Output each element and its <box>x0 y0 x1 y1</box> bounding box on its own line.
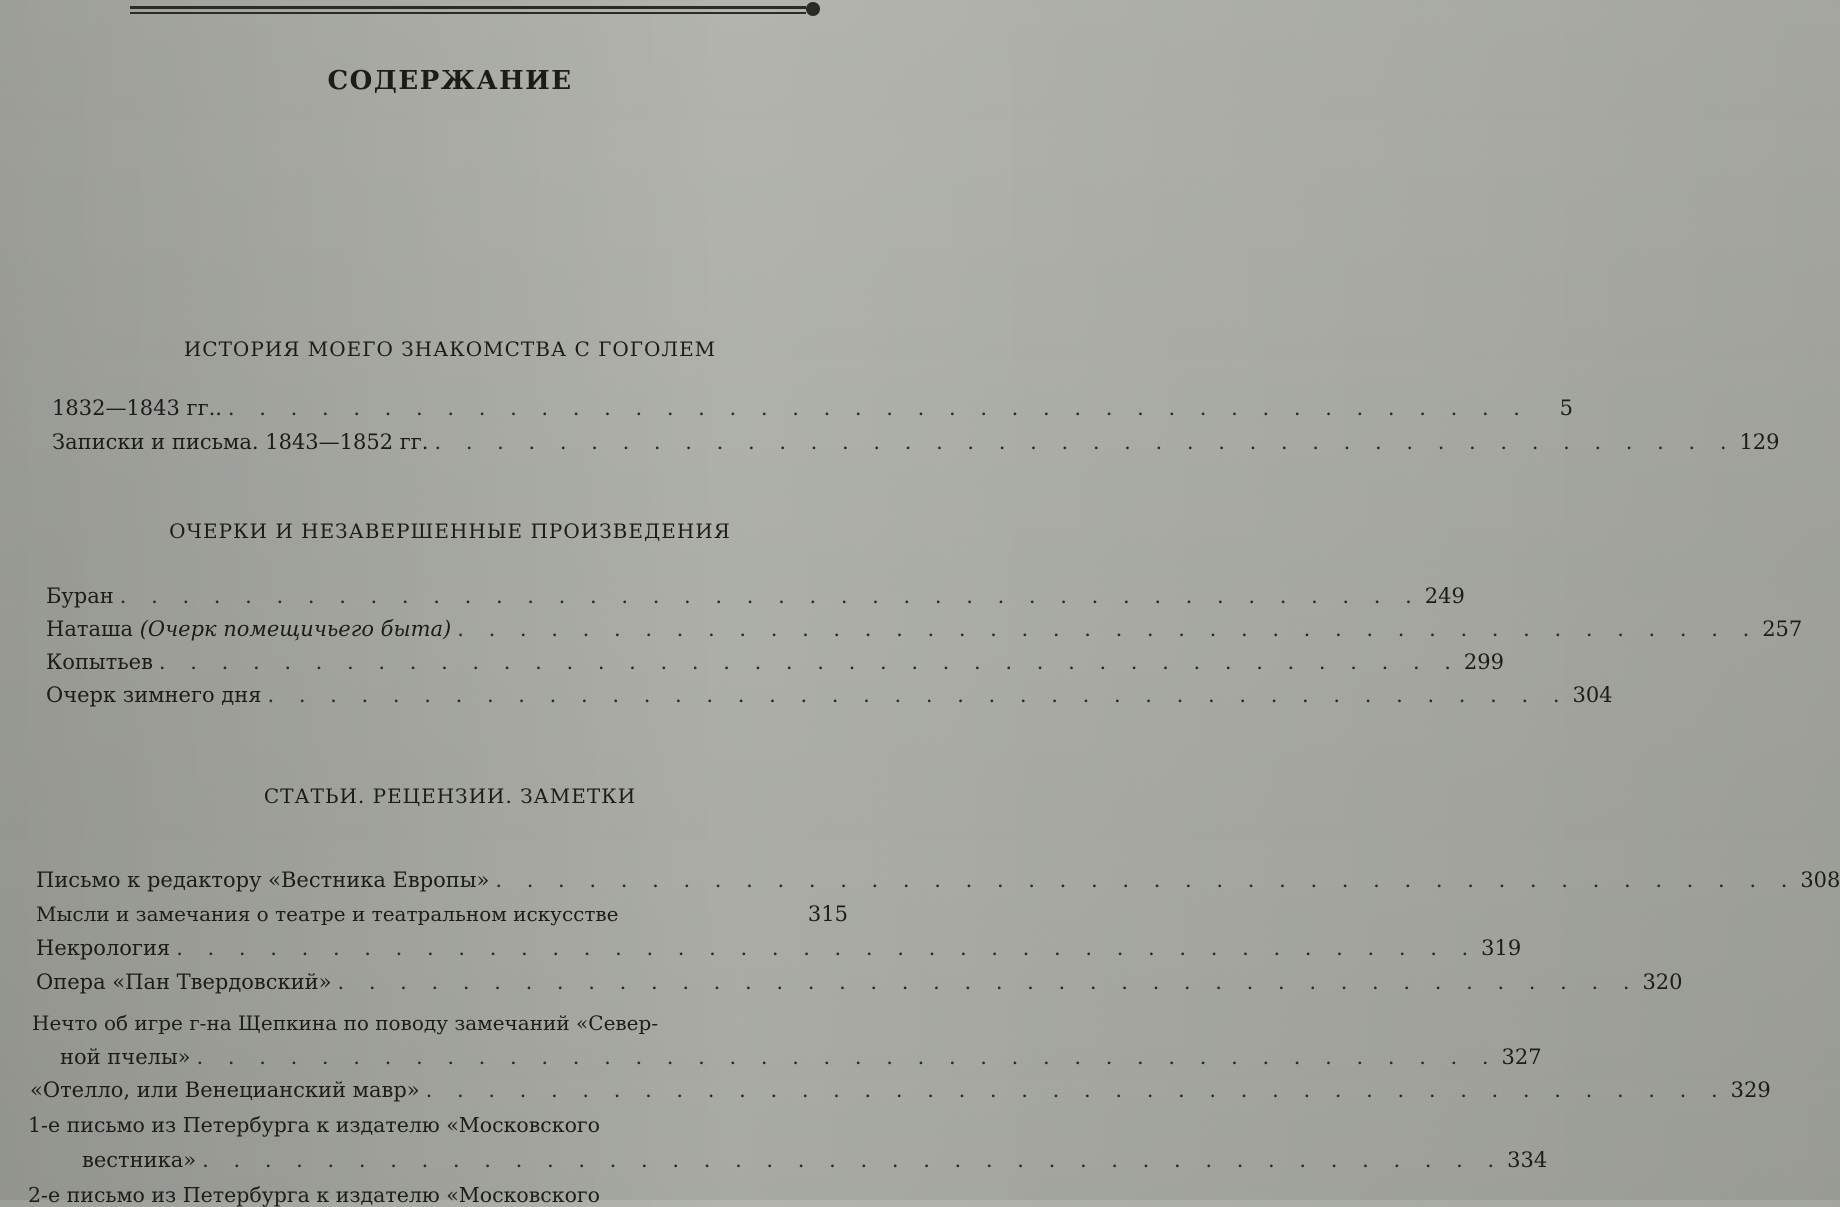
toc-entry-title: вестника» <box>82 1148 197 1172</box>
toc-entry <box>46 617 1803 641</box>
leader-dots: . . . . . . . . . . . . . . . . . . . . . . . . . . . . . . . . . . . . . . . . . . <box>337 970 1639 994</box>
leader-dots: . . . . . . . . . . . . . . . . . . . . . . . . . . . . . . . . . . . . . . . . . . <box>196 1045 1498 1069</box>
toc-entry-title-line1: 1-е письмо из Петербурга к издателю «Московского <box>28 1113 601 1137</box>
rule-thin <box>130 12 806 14</box>
toc-entry <box>36 902 848 926</box>
toc-entry <box>46 650 1504 674</box>
toc-entry-title: Копытьев <box>46 650 153 674</box>
leader-dots: . . . . . . . . . . . . . . . . . . . . . . . . . . . . . . . . . . . . . . . . . . <box>158 650 1460 674</box>
toc-entry <box>36 868 1840 892</box>
toc-entry-page: 308 <box>1800 868 1840 892</box>
leader-dots: . . . . . . . . . . . . . . . . . . . . . . . . . . . . . . . . . . . . . . . . . . <box>457 617 1759 641</box>
toc-entry-title: Очерк зимнего дня <box>46 683 262 707</box>
toc-entry-title: Буран <box>46 584 114 608</box>
rule-thick <box>130 6 806 9</box>
toc-entry-page: 129 <box>1739 430 1780 454</box>
toc-entry-title: 1832—1843 гг.. <box>52 396 222 420</box>
section-title-articles: СТАТЬИ. РЕЦЕНЗИИ. ЗАМЕТКИ <box>263 784 637 808</box>
section-title-essays: ОЧЕРКИ И НЕЗАВЕРШЕННЫЕ ПРОИЗВЕДЕНИЯ <box>169 519 731 543</box>
toc-entry-page: 329 <box>1730 1078 1771 1102</box>
page-title: СОДЕРЖАНИЕ <box>327 66 573 96</box>
toc-entry-title <box>46 617 451 641</box>
toc-entry-page: 5 <box>1559 396 1573 420</box>
toc-entry-title: Некрология <box>36 936 171 960</box>
leader-dots: . . . . . . . . . . . . . . . . . . . . . . . . . . . . . . . . . . . . . . . . . . <box>202 1148 1504 1172</box>
toc-entry-page: 334 <box>1507 1148 1548 1172</box>
toc-entry-title: Записки и письма. 1843—1852 гг. <box>52 430 429 454</box>
decorative-rule <box>130 0 820 18</box>
toc-entry-title-line1: Нечто об игре г-на Щепкина по поводу замечаний «Север- <box>32 1011 659 1035</box>
toc-entry-page: 299 <box>1463 650 1504 674</box>
toc-entry <box>46 584 1465 608</box>
toc-entry-title: Письмо к редактору «Вестника Европы» <box>36 868 490 892</box>
toc-entry-page: 319 <box>1481 936 1522 960</box>
toc-entry-page: 320 <box>1642 970 1683 994</box>
toc-entry-page: 304 <box>1572 683 1613 707</box>
section-title-gogol: ИСТОРИЯ МОЕГО ЗНАКОМСТВА С ГОГОЛЕМ <box>183 337 717 361</box>
toc-entry <box>60 1045 1542 1069</box>
toc-entry <box>36 970 1683 994</box>
toc-entry-subtitle: (Очерк помещичьего быта) <box>139 617 452 641</box>
toc-entry-page: 327 <box>1501 1045 1542 1069</box>
toc-entry-title: ной пчелы» <box>60 1045 191 1069</box>
toc-entry <box>36 936 1522 960</box>
toc-entry-title: «Отелло, или Венецианский мавр» <box>30 1078 420 1102</box>
leader-dots: . . . . . . . . . . . . . . . . . . . . . . . . . . . . . . . . . . . . . . . . . . <box>176 936 1478 960</box>
toc-entry-page: 315 <box>807 902 848 926</box>
leader-dots: . . . . . . . . . . . . . . . . . . . . . . . . . . . . . . . . . . . . . . . . . . <box>227 396 1529 420</box>
leader-dots: . . . . . . . . . . . . . . . . . . . . . . . . . . . . . . . . . . . . . . . . . . <box>267 683 1569 707</box>
toc-entry-title: Опера «Пан Твердовский» <box>36 970 332 994</box>
toc-entry-title-main: Наташа <box>46 617 134 641</box>
toc-entry-title: Мысли и замечания о театре и театральном искусстве <box>36 902 619 926</box>
toc-entry-title-line1: 2-е письмо из Петербурга к издателю «Московского <box>28 1183 601 1207</box>
toc-entry-page: 257 <box>1762 617 1803 641</box>
leader-dots: . . . . . . . . . . . . . . . . . . . . . . . . . . . . . . . . . . . . . . . . . . <box>434 430 1736 454</box>
toc-entry <box>46 683 1613 707</box>
toc-entry-page: 249 <box>1424 584 1465 608</box>
toc-entry <box>52 396 1573 420</box>
toc-entry <box>30 1078 1771 1102</box>
leader-dots: . . . . . . . . . . . . . . . . . . . . . . . . . . . . . . . . . . . . . . . . . . <box>425 1078 1727 1102</box>
leader-dots: . . . . . . . . . . . . . . . . . . . . . . . . . . . . . . . . . . . . . . . . . . <box>119 584 1421 608</box>
toc-entry <box>82 1148 1548 1172</box>
leader-dots: . . . . . . . . . . . . . . . . . . . . . . . . . . . . . . . . . . . . . . . . . . <box>495 868 1797 892</box>
rule-ornament-icon <box>806 2 820 16</box>
toc-entry <box>52 430 1780 454</box>
